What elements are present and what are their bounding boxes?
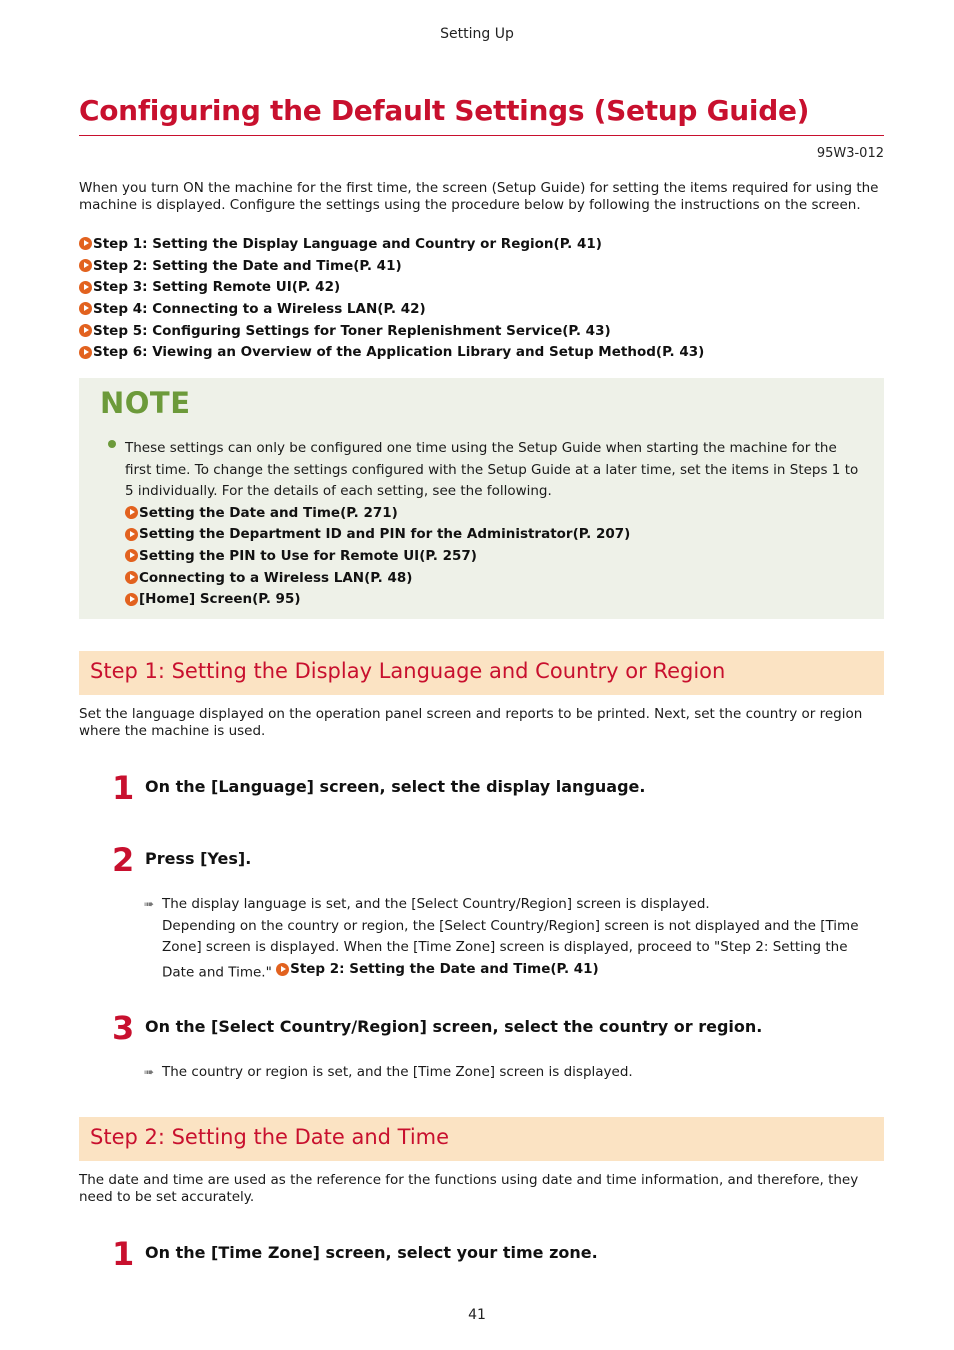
section-heading-step2: Step 2: Setting the Date and Time [79,1117,884,1161]
note-link-department-id[interactable]: Setting the Department ID and PIN for the Administrator(P. 207) [125,526,630,542]
step-number: 1 [112,1235,135,1273]
intro-paragraph: When you turn ON the machine for the first time, the screen (Setup Guide) for setting the items required for using the machine is displayed. Configure the settings using the procedure below by following the instructions on the screen. [79,180,879,213]
note-text: These settings can only be configured one time using the Setup Guide when starting the machine for the first time. To change the settings configured with the Setup Guide at a later time, set the items in Steps 1 to 5 individually. For the details of each setting, see the following. [125,440,859,499]
note-box [79,378,884,619]
step-number: 3 [112,1009,135,1047]
list-item [125,567,630,589]
list-item [125,588,630,610]
step-number: 2 [112,841,135,879]
note-link-home-screen[interactable]: [Home] Screen(P. 95) [125,591,301,607]
arrow-right-icon [79,324,92,337]
bullet-icon [108,440,116,448]
list-item [79,276,884,298]
arrow-right-icon [125,571,138,584]
note-link-wireless-lan[interactable]: Connecting to a Wireless LAN(P. 48) [125,570,412,586]
arrow-right-icon [79,259,92,272]
step-instruction: On the [Time Zone] screen, select your time zone. [145,1243,598,1262]
toc-link-step6[interactable]: Step 6: Viewing an Overview of the Application Library and Setup Method(P. 43) [79,344,704,360]
step-link-list [79,233,884,363]
section1-intro: Set the language displayed on the operation panel screen and reports to be printed. Next, set the country or region where the machine is used. [79,706,863,739]
arrow-right-icon [125,593,138,606]
arrow-right-icon [125,549,138,562]
toc-link-step4[interactable]: Step 4: Connecting to a Wireless LAN(P. 42) [79,301,426,317]
result-arrow-icon: ➠ [144,897,155,911]
result-text: The country or region is set, and the [Time Zone] screen is displayed. [162,1064,633,1080]
page-number: 41 [468,1307,486,1323]
result-note: Depending on the country or region, the [Select Country/Region] screen is not displayed and the [Time Zone] screen is displayed. When the [Time Zone] screen is displayed, proceed to "Step 2: Setting the Date and Time." Step 2: Setting the Date and Time(P. 41) [162,917,859,980]
list-item [125,545,630,567]
arrow-right-icon [79,346,92,359]
step-instruction: On the [Language] screen, select the display language. [145,777,646,796]
arrow-right-icon [79,281,92,294]
result-text: The display language is set, and the [Select Country/Region] screen is displayed. [162,896,710,912]
step-result [144,1062,879,1084]
result-arrow-icon: ➠ [144,1065,155,1079]
list-item [79,298,884,320]
step-instruction: Press [Yes]. [145,849,252,868]
list-item [79,341,884,363]
step-result [144,894,879,983]
toc-link-step5[interactable]: Step 5: Configuring Settings for Toner Replenishment Service(P. 43) [79,323,611,339]
list-item [79,233,884,255]
step-number: 1 [112,769,135,807]
list-item [79,320,884,342]
section2-intro: The date and time are used as the reference for the functions using date and time information, and therefore, they need to be set accurately. [79,1172,859,1205]
note-link-list [125,502,630,610]
note-link-remote-ui-pin[interactable]: Setting the PIN to Use for Remote UI(P. 257) [125,548,477,564]
toc-link-step2[interactable]: Step 2: Setting the Date and Time(P. 41) [79,258,402,274]
step-instruction: On the [Select Country/Region] screen, select the country or region. [145,1017,763,1036]
list-item [125,524,630,546]
toc-link-step3[interactable]: Step 3: Setting Remote UI(P. 42) [79,279,340,295]
title-rule [79,135,884,136]
arrow-right-icon [125,506,138,519]
arrow-right-icon [125,528,138,541]
list-item [79,255,884,277]
running-header: Setting Up [440,26,514,42]
document-id: 95W3-012 [816,146,884,161]
arrow-right-icon [79,302,92,315]
note-link-date-time[interactable]: Setting the Date and Time(P. 271) [125,505,398,521]
arrow-right-icon [79,237,92,250]
page-title: Configuring the Default Settings (Setup Guide) [79,94,810,127]
arrow-right-icon [276,963,289,976]
list-item [125,502,630,524]
section-heading-step1: Step 1: Setting the Display Language and Country or Region [79,651,884,695]
toc-link-step1[interactable]: Step 1: Setting the Display Language and Country or Region(P. 41) [79,236,602,252]
note-heading: NOTE [100,386,191,420]
result-link-step2[interactable]: Step 2: Setting the Date and Time(P. 41) [276,959,599,981]
